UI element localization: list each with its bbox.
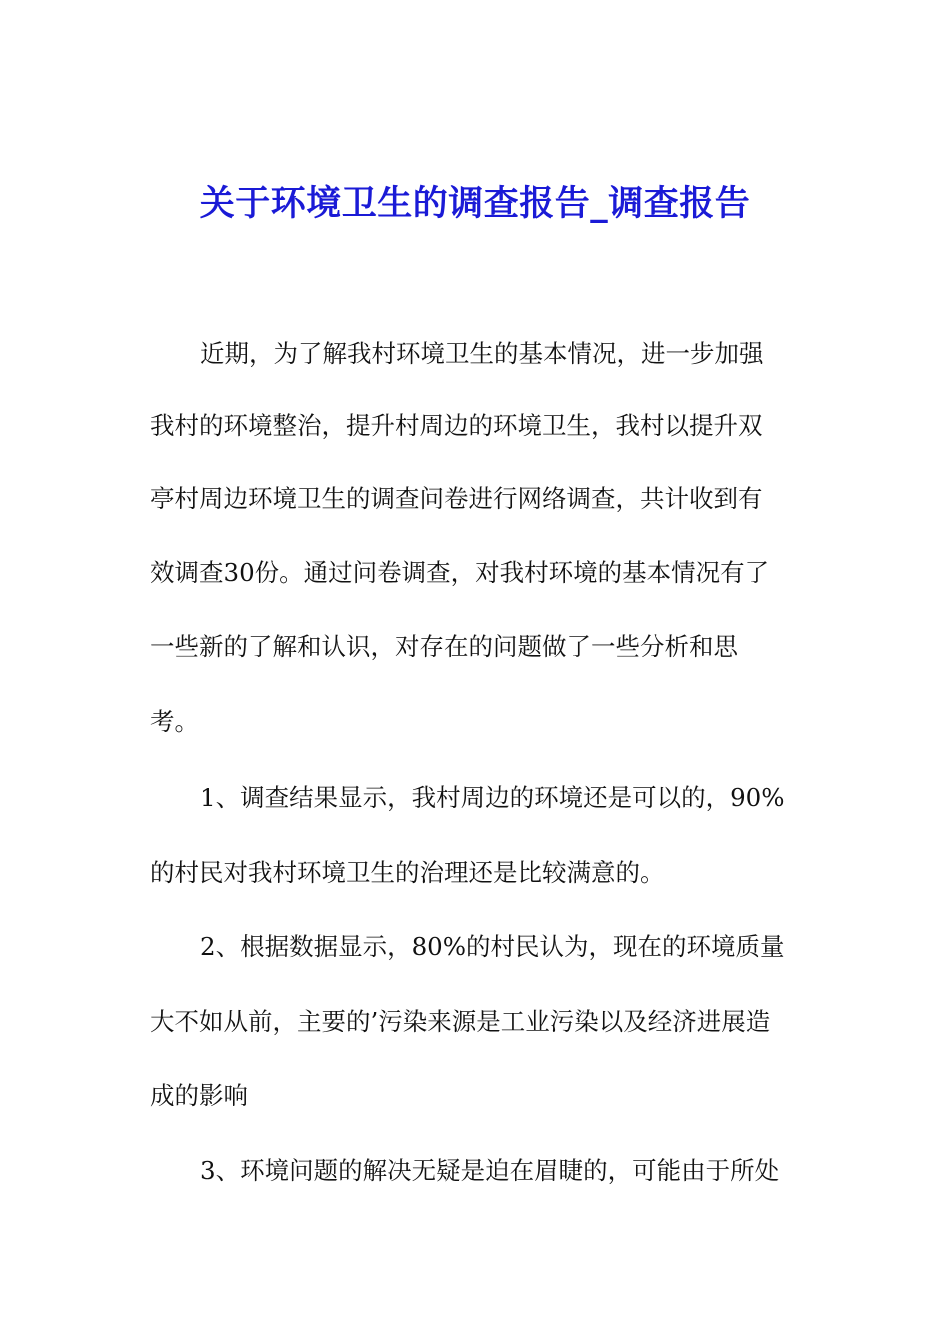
- paragraph-intro-line-3: 亭村周边环境卫生的调查问卷进行网络调查，共计收到有: [150, 484, 763, 513]
- paragraph-item-1-line-1: 1、调查结果显示，我村周边的环境还是可以的，90%: [200, 783, 785, 812]
- paragraph-item-2-line-1: 2、根据数据显示，80%的村民认为，现在的环境质量: [200, 932, 785, 961]
- paragraph-intro-line-5: 一些新的了解和认识，对存在的问题做了一些分析和思: [150, 632, 738, 661]
- document-title: 关于环境卫生的调查报告_调查报告: [199, 184, 751, 224]
- paragraph-item-1-line-2: 的村民对我村环境卫生的治理还是比较满意的。: [150, 858, 665, 887]
- paragraph-item-2-line-2: 大不如从前，主要的’污染来源是工业污染以及经济进展造: [150, 1007, 771, 1036]
- paragraph-intro-line-2: 我村的环境整治，提升村周边的环境卫生，我村以提升双: [150, 411, 763, 440]
- paragraph-intro-line-4: 效调查30份。通过问卷调查，对我村环境的基本情况有了: [150, 558, 770, 587]
- paragraph-intro-line-6: 考。: [150, 707, 199, 736]
- paragraph-item-3-line-1: 3、环境问题的解决无疑是迫在眉睫的，可能由于所处: [200, 1156, 780, 1185]
- paragraph-intro-line-1: 近期，为了解我村环境卫生的基本情况，进一步加强: [200, 339, 764, 368]
- paragraph-item-2-line-3: 成的影响: [150, 1081, 248, 1110]
